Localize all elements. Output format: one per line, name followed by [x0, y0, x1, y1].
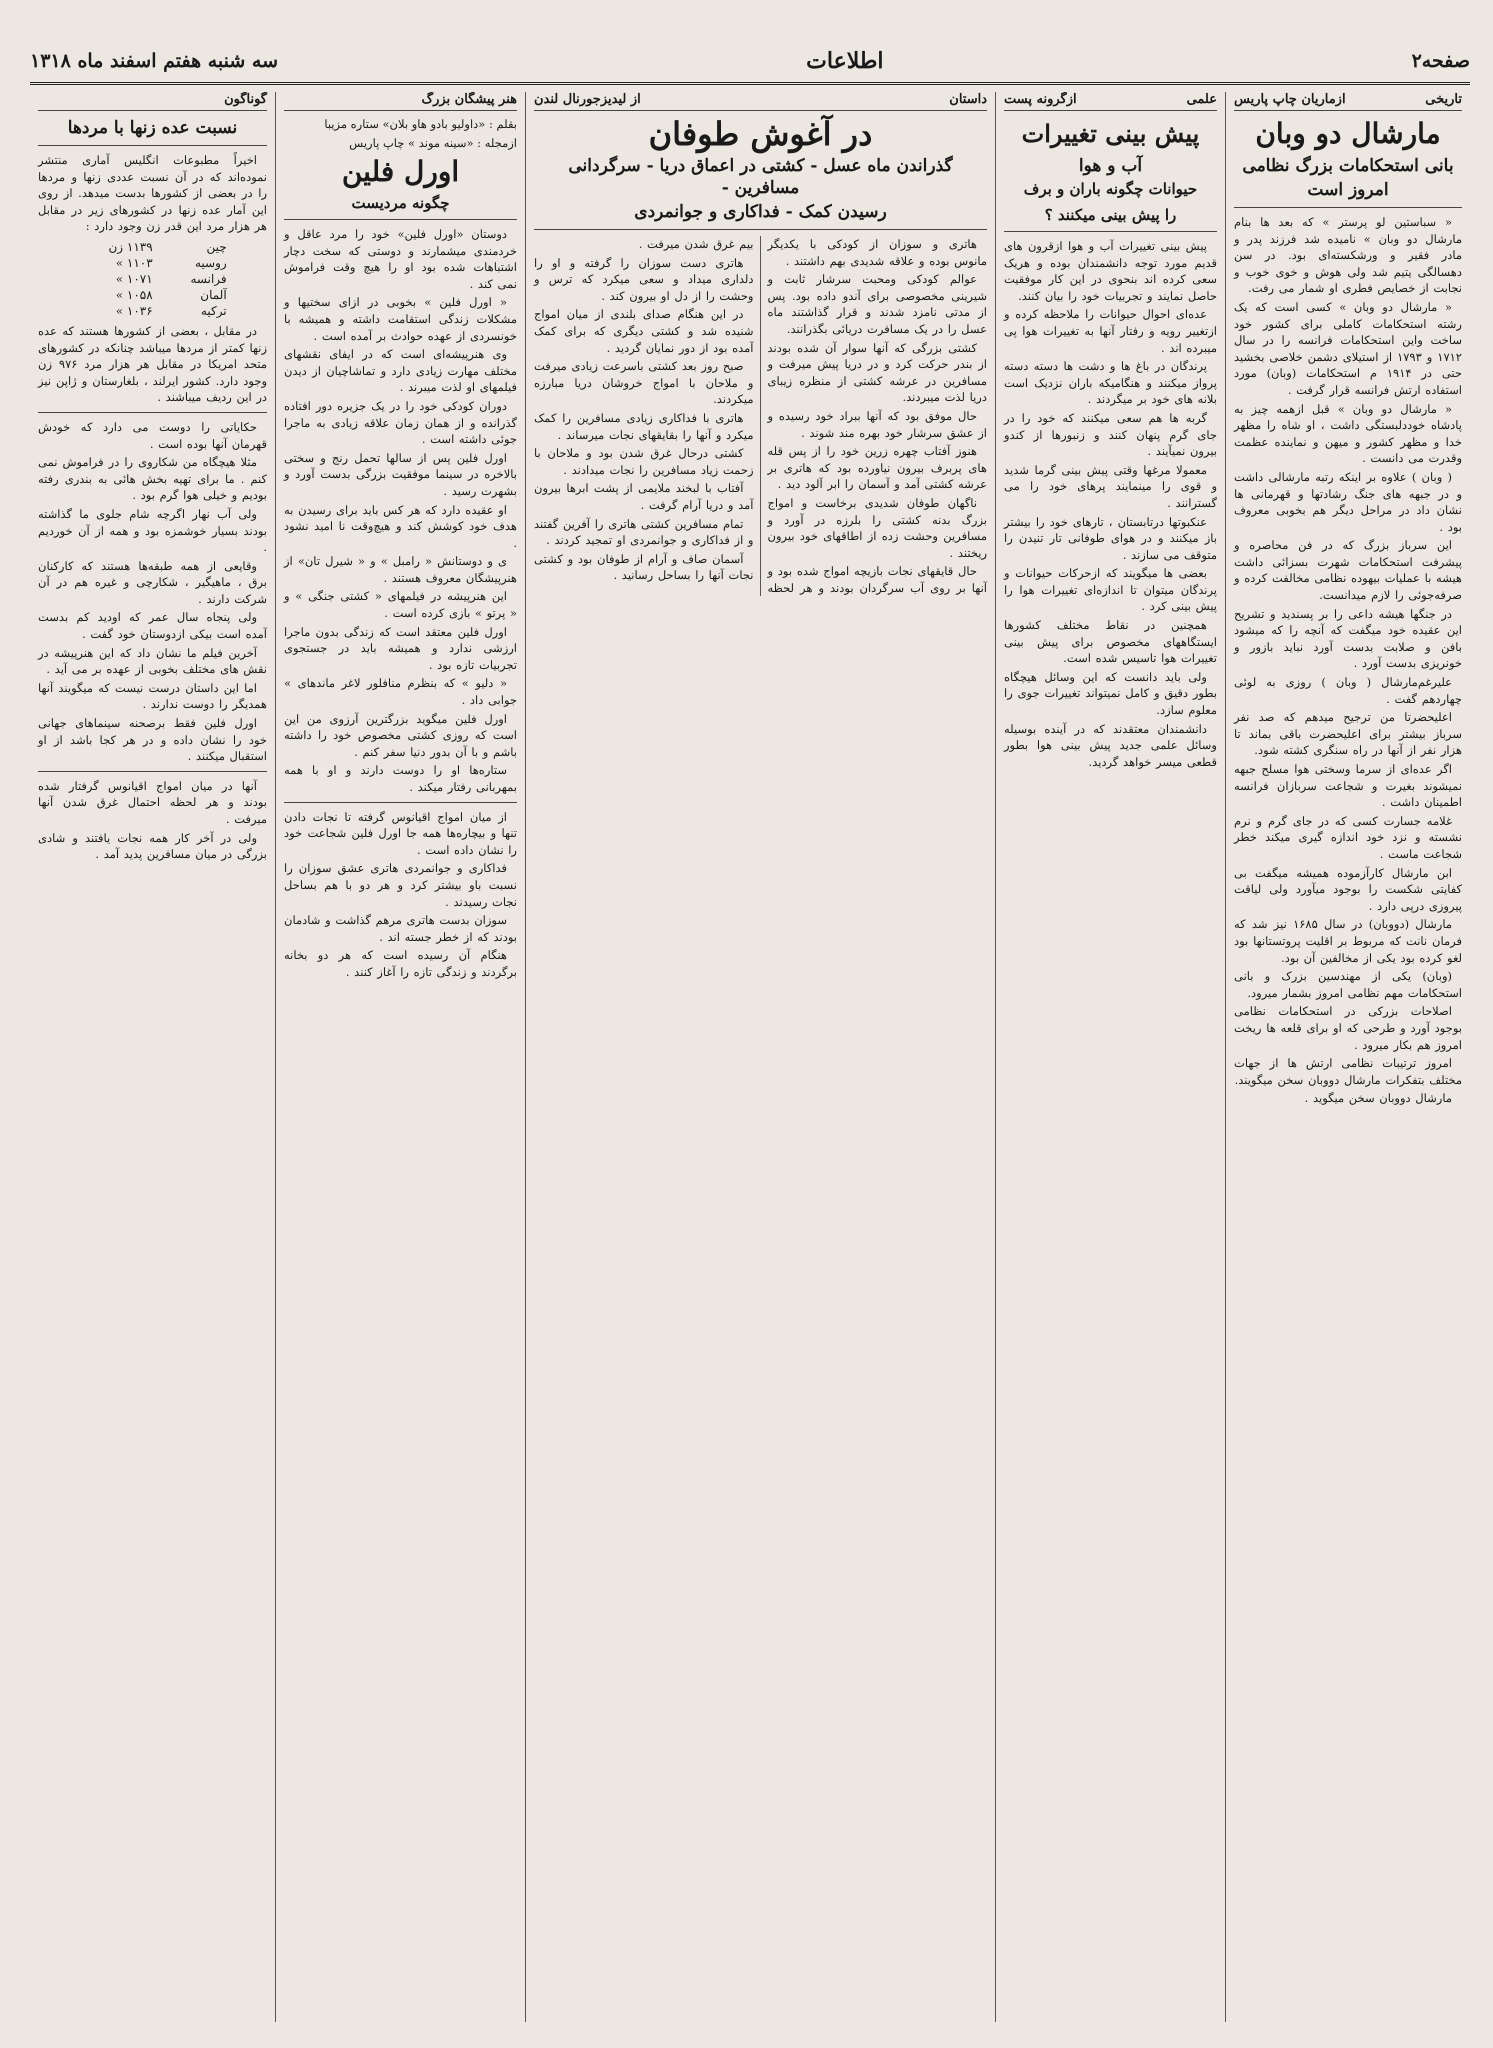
stat-value: ۱۰۳۶ » [115, 303, 153, 318]
column-misc [30, 92, 275, 2022]
article-subhead: امروز است [1307, 180, 1389, 200]
paper-name: اطلاعات [806, 48, 884, 74]
stats-table [72, 239, 232, 319]
stat-country: چین [206, 239, 227, 254]
article-subhead: چگونه مردیست [351, 194, 450, 212]
article-subhead: حیوانات چگونه باران و برف [1023, 180, 1198, 198]
article-subhead: را پیش بینی میکنند ؟ [1044, 206, 1177, 224]
column-art [275, 92, 525, 2022]
article-headline: پیش بینی تغییرات [1021, 119, 1200, 148]
table-row [72, 287, 232, 303]
date-line: سه شنبه هفتم اسفند ماه ۱۳۱۸ [30, 50, 279, 72]
article-body: در مقابل ، بعضی از کشورها هستند که عده زنها کمتر از مردها میباشد چنانکه در کشورهای متحد امریکا در مقابل هر هزار مرد ۹۷۶ زن وجود دارد. کشور ایرلند ، بلغارستان و ژاپن نیز در این ردیف میباشند . حکایاتی را دوست می دارد که خودش قهرمان آنها بوده است . مثلا هیچگاه من شکاروی را در فراموش نمی کنم . ما برای تهیه بخش هائی به بندری رفته بودیم و خیلی هوا گرم بود . ولی آب نهار اگرچه شام جلوی ما گذاشته بودند بسیار خوشمزه بود و همه از آن خوردیم . وقایعی از همه طبقه‌ها هستند که کارکنان برق ، ماهیگیر ، شکارچی و غیره هم در آن شرکت دارند . ولی پنجاه سال عمر که اودید کم بدست آمده است بیکی ازدوستان خود گفت . آخرین فیلم ما نشان داد که این هنرپیشه در نقش های مختلف بخوبی از عهده بر می آید . اما این داستان درست نیست که میگویند آنها همدیگر را دوست ندارند . اورل فلین فقط برصحنه سینماهای جهانی خود را نشان داده و در هر کجا باشد از او استقبال میکنند . آنها در میان امواج اقیانوس گرفتار شده بودند و هر لحظه احتمال غرق شدن آنها میرفت . ولی در آخر کار همه نجات یافتند و شادی بزرگی در میان مسافرین پدید آمد . [38, 323, 267, 862]
article-subhead: رسیدن کمک - فداکاری و جوانمردی [634, 202, 887, 222]
section-kicker: گوناگون [38, 92, 267, 111]
stat-country: فرانسه [190, 271, 227, 286]
article-body: « سباستین لو پرستر » که بعد ها بنام مارشال دو وبان » نامیده شد فرزند پدر و مادر فقیر و ورشکسته‌ای بود. در سن دهسالگی یتیم شد ولی هوش و خوی خوب و نجابت از خصایص فطری او شمار می رفت. « مارشال دو وبان » کسی است که یک رشته استحکامات کاملی برای کشور خود ساخت واین استحکامات فرانسه را در سال ۱۷۱۲ و ۱۷۹۳ از استیلای دشمن خلاصی بخشید حتی در ۱۹۱۴ م استحکامات (وبان) مورد استفاده ارتش فرانسه قرار گرفت . « مارشال دو وبان » قبل ازهمه چیز به پادشاه خوددلبستگی داشت ، او شاه را مظهر خدا و مظهر کشور و میهن و نماینده عظمت وقدرت می دانست . ( وبان ) علاوه بر اینکه رتبه مارشالی داشت و در جبهه های جنگ رشادتها و قهرمانی ها نشان داد در مراحل دیگر هم بخوبی معروف بود . این سرباز بزرگ که در فن محاصره و پیشرفت استحکامات شهرت بسزائی داشت هیشه با عملیات بیهوده نظامی مخالفت کرده و صرفه‌جوئی را لازم میدانست. در جنگها هیشه داعی را بر پسندید و تشریح این عقیده خود میگفت که آنچه را که میشود بافن و صلابت بدست آورد نباید بازور و خونریزی بدست آورد . علیرغم‌مارشال ( وبان ) روزی به لوئی چهاردهم گفت . اعلیحضرتا من ترجیح میدهم که صد نفر سرباز بیشتر برای اعلیحضرت باقی بماند تا هزار نفر از آنها در راه سنگری کشته شود. اگر عده‌ای از سرما وسختی هوا مسلح جبهه نمیشوند بغیرت و شجاعت سربازان فرانسه اطمینان داشت . غلامه جسارت کسی که در جای گرم و نرم نشسته و نزد خود اندازه گیری میکند خطر شجاعت ماست . ابن مارشال کارآزموده همیشه میگفت بی کفایتی شکست را بوجود میآورد ولی لیاقت پیروزی درپی دارد . مارشال (دووبان) در سال ۱۶۸۵ نیز شد که فرمان نانت که مربوط بر اقلیت پروتستانها بود لغو کرده بود یکی از مخالفین آن بود. (وبان) یکی از مهندسین بزرک و بانی استحکامات مهم نظامی امروز بشمار میرود. اصلاحات بزرکی در استحکامات نظامی بوجود آورد و طرحی که او برای قلعه ها ریخت امروز هم بکار میرود . امروز ترتیبات نظامی ارتش ها از جهات مختلف بتفکرات مارشال دووبان سخن میگویند. مارشال دووبان سخن میگوید . [1234, 215, 1462, 1106]
article-headline: اورل فلین [341, 155, 460, 188]
article-subhead: بانی استحکامات بزرگ نظامی [1242, 156, 1454, 176]
table-row [72, 255, 232, 271]
stat-country: آلمان [200, 287, 227, 302]
article-body: اخیراً مطبوعات انگلیس آماری منتشر نموده‌اند که در آن نسبت عددی زنها و مردها را در بعضی از کشورها بدست میدهد. از روی این آمار عده زنها در کشورهای زیر در مقابل هر هزار مرد این قدر زن وجود دارد : [38, 153, 267, 234]
section-kicker: داستان از لیدیزجورنال لندن [534, 92, 987, 111]
byline: ازمجله : «سینه موند » چاپ پاریس [349, 136, 517, 150]
article-headline: مارشال دو وبان [1255, 117, 1441, 150]
table-row [72, 239, 232, 255]
stat-value: ۱۱۳۹ زن [108, 239, 153, 254]
newspaper-page [30, 40, 1470, 2025]
table-row [72, 271, 232, 287]
stat-value: ۱۱۰۳ » [115, 255, 153, 270]
article-subhead: آب و هوا [1078, 156, 1143, 176]
page-label: صفحه۲ [1411, 50, 1470, 72]
stat-value: ۱۰۷۱ » [115, 271, 153, 286]
stat-country: ترکیه [200, 303, 227, 318]
section-kicker: تاریخی ازماریان چاپ پاریس [1234, 92, 1462, 111]
stat-value: ۱۰۵۸ » [115, 287, 153, 302]
article-headline: در آغوش طوفان [648, 115, 873, 153]
article-headline: نسبت عده زنها با مردها [67, 118, 238, 138]
section-kicker: علمی ازگرونه پست [1004, 92, 1217, 111]
article-body: پیش بینی تغییرات آب و هوا ازقرون های قدیم مورد توجه دانشمندان بوده و هریک سعی کرده اند بنحوی در این کار موفقیت حاصل نمایند و تجربیات خود را بیان کنند. عده‌ای احوال حیوانات را ملاحظه کرده و ازتغییر رویه و رفتار آنها به تغییرات هوا پی میبرده اند . پرندگان در باغ ها و دشت ها دسته دسته پرواز میکنند و هنگامیکه باران نزدیک است بلانه های خود بر میگردند . گربه ها هم سعی میکنند که خود را در جای گرم پنهان کنند و زنبورها از کندو بیرون نمیآیند . معمولا مرغها وقتی پیش بینی گرما شدید و قوی را مینمایند پرهای خود را می گسترانند . عنکبوتها درتابستان ، تارهای خود را بیشتر باز میکنند و در هوای طوفانی تار تنیدن را متوقف می سازند . بعضی ها میگویند که ازحرکات حیوانات و پرندگان میتوان تا اندازه‌ای تغییرات هوا را پیش بینی کرد . همچنین در نقاط مختلف کشورها ایستگاههای مخصوص برای پیش بینی تغییرات هوا تاسیس شده است. ولی باید دانست که این وسائل هیچگاه بطور دقیق و کامل نمیتواند تغییرات جوی را معلوم سازد. دانشمندان معتقدند که در آینده بوسیله وسائل علمی جدید پیش بینی هوا بطور قطعی میسر خواهد گردید. [1004, 239, 1217, 769]
article-subhead: گذراندن ماه عسل - کشتی در اعماق دریا - سرگردانی مسافرین - [568, 156, 953, 198]
stat-country: روسیه [194, 255, 227, 270]
byline: بقلم : «داولیو بادو هاو بلان» ستاره مزیبا [324, 117, 517, 131]
masthead [30, 40, 1470, 85]
table-row [72, 303, 232, 319]
column-history [1225, 92, 1470, 2022]
section-kicker: هنر پیشگان بزرگ [284, 92, 517, 111]
column-story [525, 92, 995, 2022]
column-science [995, 92, 1225, 2022]
article-body: دوستان «اورل فلین» خود را مرد عاقل و خردمندی میشمارند و دوستی که سخت دچار اشتباهات شده بود او را هیچ وقت فراموش نمی کند . « اورل فلین » بخوبی در ازای سختیها و مشکلات زندگی استقامت داشته و همیشه با خونسردی از عهده حوادث بر آمده است . وی هنرپیشه‌ای است که در ایفای نقشهای مختلف مهارت زیادی دارد و تماشاچیان از دیدن فیلمهای او لذت میبرند . دوران کودکی خود را در یک جزیره دور افتاده گذرانده و از همان زمان علاقه زیادی به ماجرا جوئی داشته است . اورل فلین پس از سالها تحمل رنج و سختی بالاخره در سینما موفقیت بزرگی بدست آورد و بشهرت رسید . او عقیده دارد که هر کس باید برای رسیدن به هدف خود کوشش کند و هیچ‌وقت نا امید نشود . ی و دوستانش « رامبل » و « شیرل تان» از هنرپیشگان معروف هستند . این هنرپیشه در فیلمهای « کشتی جنگی » و « پرتو » بازی کرده است . اورل فلین معتقد است که زندگی بدون ماجرا ارزشی ندارد و همیشه باید در جستجوی تجربیات تازه بود . « دلیو » که بنظرم منافلور لاغر ماندهای » جوابی داد . اورل فلین میگوید بزرگترین آرزوی من این است که روزی کشتی مخصوص خود را داشته باشم و با آن بدور دنیا سفر کنم . ستاره‌ها او را دوست دارند و او با همه بمهربانی رفتار میکند . از میان امواج اقیانوس گرفته تا نجات دادن تنها و بیچاره‌ها همه جا اورل فلین شجاعت خود را نشان داده است . فداکاری و جوانمردی هاتری عشق سوزان را نسبت باو بیشتر کرد و هر دو با هم بساحل نجات رسیدند . سوزان بدست هاتری مرهم گذاشت و شادمان بودند که از خطر جسته اند . هنگام آن رسیده است که هر دو بخانه برگردند و زندگی تازه را آغاز کنند . [284, 227, 517, 979]
article-body: هاتری و سوزان از کودکی با یکدیگر مانوس بوده و علاقه شدیدی بهم داشتند . عوالم کودکی ومحبت سرشار ثابت و شیرینی مخصوصی برای آندو داده بود. پس از مدتی نامزد شدند و قرار گذاشتند ماه عسل را در یک مسافرت دریائی بگذرانند. کشتی بزرگی که آنها سوار آن شده بودند از بندر حرکت کرد و در دریا پیش میرفت و مسافرین در عرشه کشتی از منظره زیبای دریا لذت میبردند. حال موفق بود که آنها ببراد خود رسیده و از عشق سرشار خود بهره مند شوند . هنوز آفتاب چهره زرین خود را از پس قله های پربرف بیرون نیاورده بود که هاتری بر عرشه کشتی آمد و آسمان را ابر آلود دید . ناگهان طوفان شدیدی برخاست و امواج بزرگ بدنه کشتی را بلرزه در آورد و مسافرین وحشت زده از اطاقهای خود بیرون ریختند . حال قایقهای نجات بازیچه امواج شده بود و آنها بر روی آب سرگردان بودند و هر لحظه بیم غرق شدن میرفت . هاتری دست سوزان را گرفته و او را دلداری میداد و سعی میکرد که ترس و وحشت را از دل او بیرون کند . در این هنگام صدای بلندی از میان امواج شنیده شد و کشتی دیگری که برای کمک آمده بود از دور نمایان گردید . صبح روز بعد کشتی باسرعت زیادی میرفت و ملاحان با امواج خروشان دریا مبارزه میکردند. هاتری با فداکاری زیادی مسافرین را کمک میکرد و آنها را بقایقهای نجات میرساند . کشتی درحال غرق شدن بود و ملاحان با زحمت زیاد مسافرین را نجات میدادند . آفتاب با لبخند ملایمی از پشت ابرها بیرون آمد و دریا آرام گرفت . تمام مسافرین کشتی هاتری را آفرین گفتند و از فداکاری و جوانمردی او تمجید کردند . آسمان صاف و آرام از طوفان بود و کشتی نجات آنها را بساحل رسانید . [534, 237, 987, 595]
